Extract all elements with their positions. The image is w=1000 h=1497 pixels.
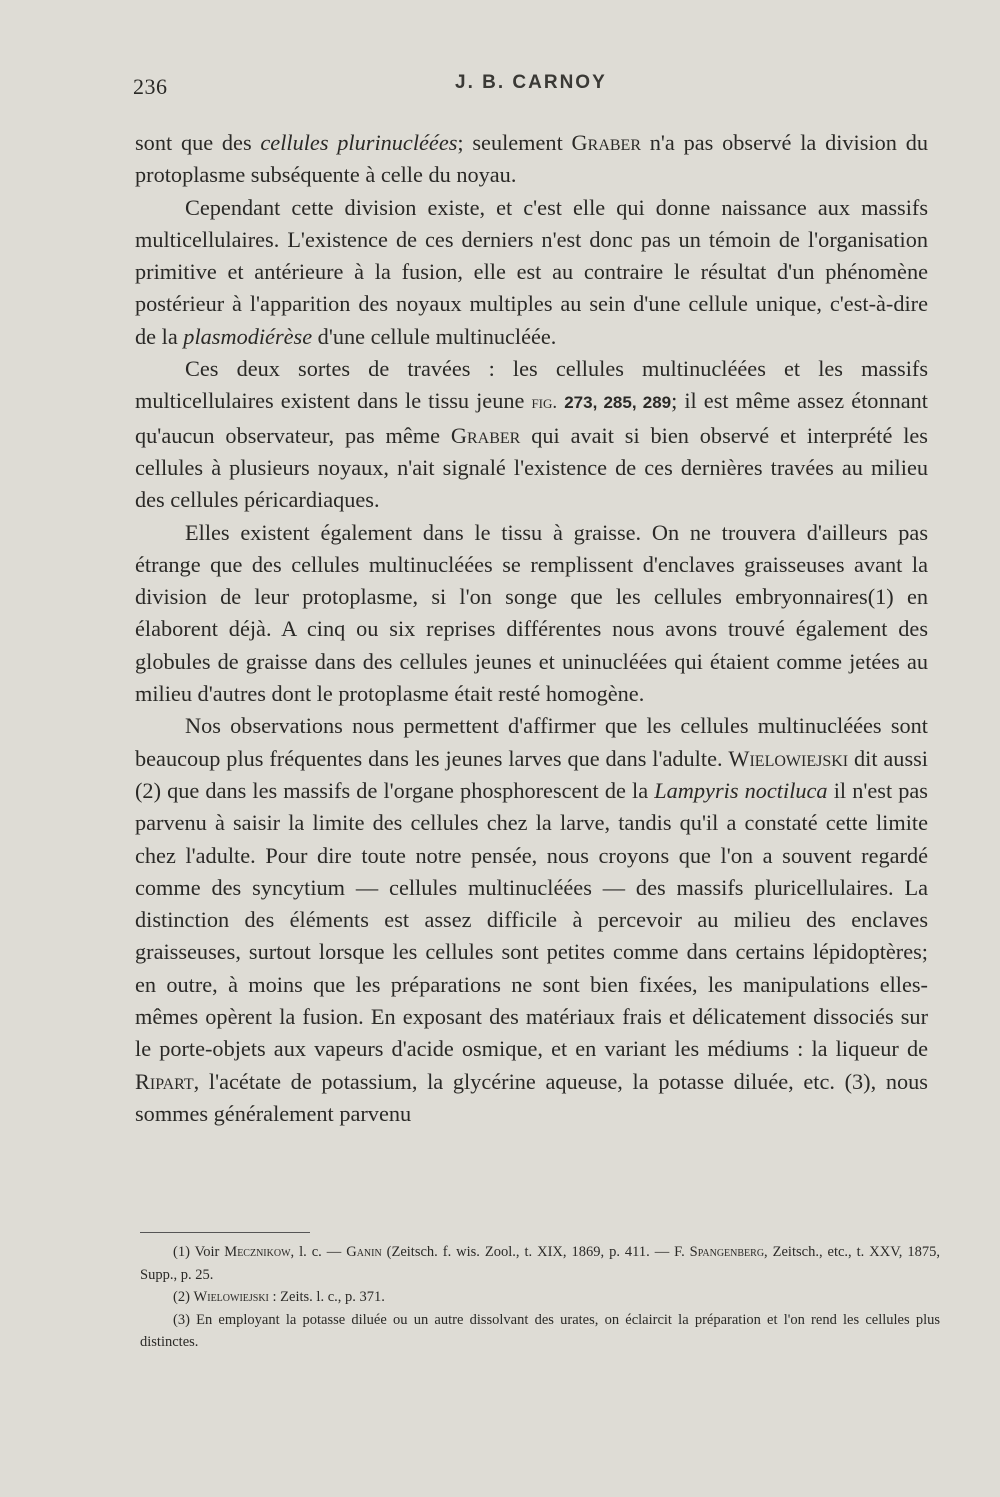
footnotes [140,1241,940,1354]
species-name: Lampyris noctiluca [654,777,828,803]
footnote-3: (3) En employant la potasse diluée ou un autre dissolvant des urates, on éclaircit la préparation et l'on rend les cellules plus distinctes. [140,1311,940,1350]
paragraph-2: Cependant cette division existe, et c'est elle qui donne naissance aux massifs multicellulaires. L'existence de ces derniers n'est donc pas un témoin de l'organisation primitive et antérieure à la fusion, elle est au contraire le résultat d'un phénomène postérieur à l'apparition des noyaux multiples au sein d'une cellule unique, c'est-à-dire de la plasmodiérèse d'une cellule multinucléée. [135,194,928,349]
footnote-rule [140,1232,310,1233]
page-number: 236 [133,74,168,99]
figure-reference-label: fig. [531,392,558,414]
author-name: Ripart [135,1068,194,1094]
paragraph-3: Ces deux sortes de travées : les cellules multinucléées et les massifs multicellulaires existent dans le tissu jeune fig. 273, 285, 289; il est même assez étonnant qu'aucun observateur, pas même Graber qui avait si bien observé et interprété les cellules à plusieurs noyaux, n'ait signalé l'existence de ces dernières travées au milieu des cellules péricardiaques. [135,356,928,513]
footnote-1: (1) Voir Mecznikow, l. c. — Ganin (Zeitsch. f. wis. Zool., t. XIX, 1869, p. 411. — F. Spangenberg, Zeitsch., etc., t. XXV, 1875, Supp., p. 25. [140,1244,941,1283]
author-name: Wielowiejski [728,745,849,771]
figure-reference-numbers: 273, 285, 289 [564,393,672,413]
running-head: J. B. CARNOY [455,72,607,93]
paragraph-4: Elles existent également dans le tissu à graisse. On ne trouvera d'ailleurs pas étrange que des cellules multinucléées se remplissent d'enclaves graisseuses avant la division de leur protoplasme, si l'on songe que les cellules embryonnaires(1) en élaborent déjà. A cinq ou six reprises différentes nous avons trouvé également des globules de graisse dans des cellules jeunes et uninucléées qui étaient comme jetées au milieu d'autres dont le protoplasme était resté homogène. [135,519,928,707]
paragraph-5: Nos observations nous permettent d'affirmer que les cellules multinucléées sont beaucoup plus fréquentes dans les jeunes larves que dans l'adulte. Wielowiejski dit aussi (2) que dans les massifs de l'organe phosphorescent de la Lampyris noctiluca il n'est pas parvenu à saisir la limite des cellules chez la larve, tandis qu'il a constaté cette limite chez l'adulte. Pour dire toute notre pensée, nous croyons que l'on a souvent regardé comme des syncytium — cellules multinucléées — des massifs pluricellulaires. La distinction des éléments est assez difficile à percevoir au milieu des enclaves graisseuses, surtout lorsque les cellules sont petites comme dans certains lépidoptères; en outre, à moins que les préparations ne sont bien fixées, les manipulations elles-mêmes opèrent la fusion. En exposant des matériaux frais et délicatement dissociés sur le porte-objets aux vapeurs d'acide osmique, et en variant les médiums : la liqueur de Ripart, l'acétate de potassium, la glycérine aqueuse, la potasse diluée, etc. (3), nous sommes généralement parvenu [135,713,928,1126]
paragraph-1: sont que des cellules plurinucléées; seulement Graber n'a pas observé la division du protoplasme subséquente à celle du noyau. [135,130,928,188]
body-text [135,127,928,1130]
author-name: Graber [571,130,641,155]
author-name: Graber [450,422,521,448]
footnote-2: (2) Wielowiejski : Zeits. l. c., p. 371. [173,1289,385,1305]
